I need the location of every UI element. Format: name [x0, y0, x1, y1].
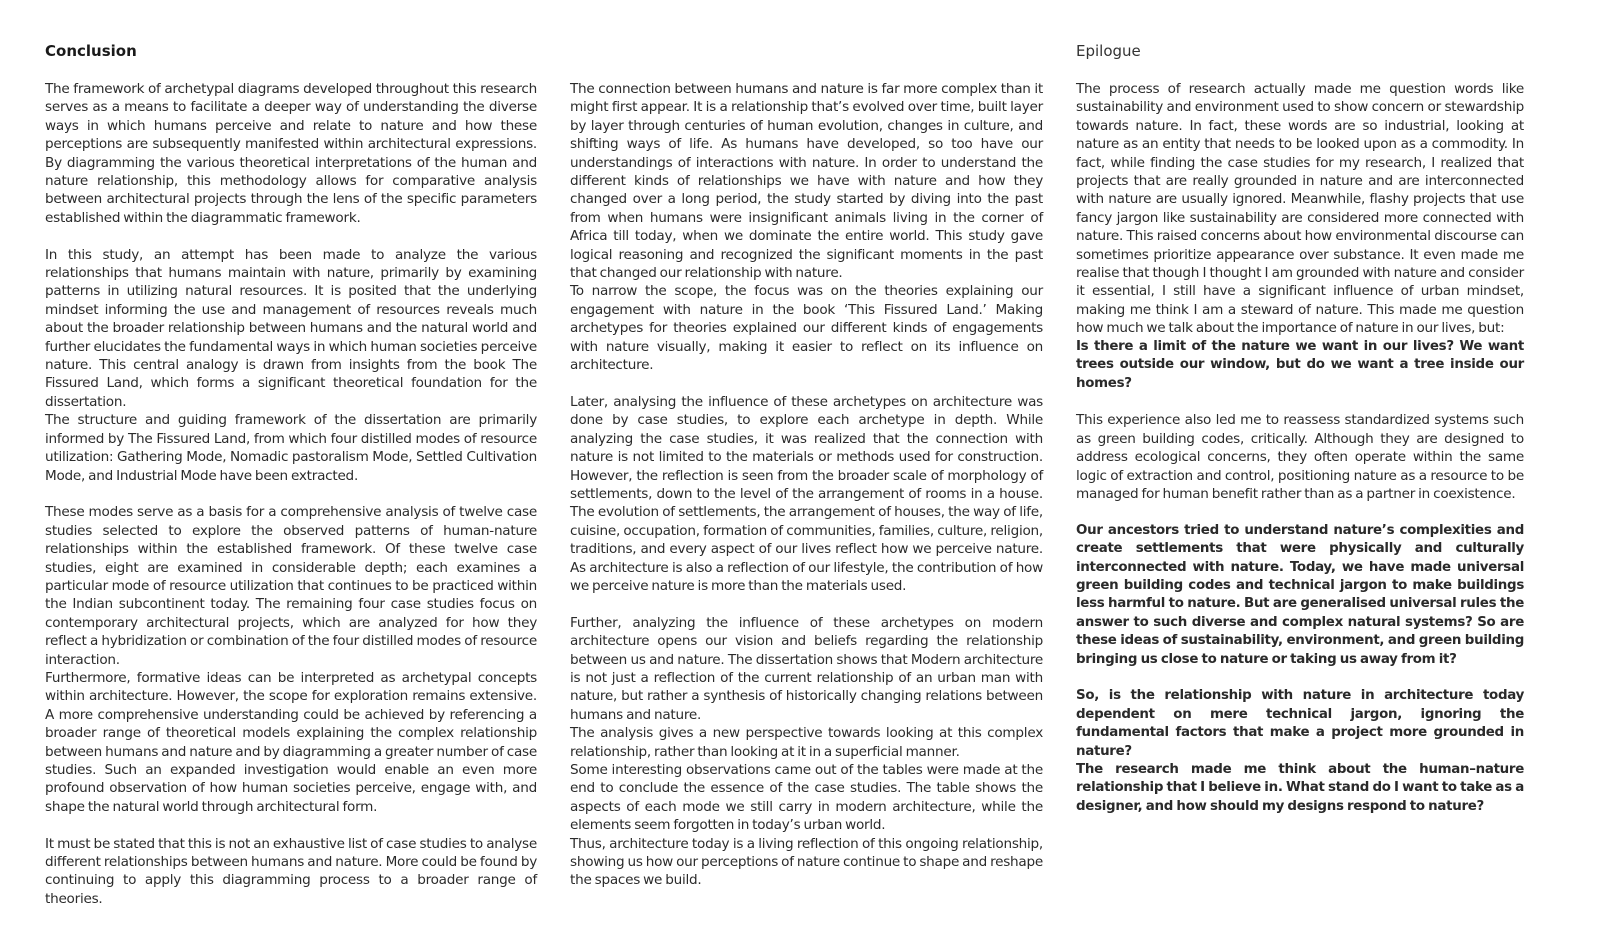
- conclusion-heading: Conclusion: [45, 42, 137, 60]
- epilogue-question: Is there a limit of the nature we want in our lives? We want trees outside our window, but do we want a tree inside our homes?: [1076, 338, 1524, 391]
- conclusion-paragraph: Furthermore, formative ideas can be interpreted as archetypal concepts within architecture. However, the scope for exploration remains extensive. A more comprehensive understanding could be achieved by referencing a broader range of theoretical models explaining the complex relationship between humans and nature and by diagramming a greater number of case studies. Such an expanded investigation would enable an even more profound observation of how human societies perceive, engage with, and shape the natural world through architectural form.: [45, 669, 537, 815]
- epilogue-question: The research made me think about the human–nature relationship that I believe in. What stand do I want to take as a designer, and how should my designs respond to nature?: [1076, 761, 1524, 814]
- body-paragraph: The connection between humans and nature is far more complex than it might first appear. It is a relationship that’s evolved over time, built layer by layer through centuries of human evolution, changes in culture, and shifting ways of life. As humans have developed, so too have our understandings of interactions with nature. In order to understand the different kinds of relationships we have with nature and how they changed over a long period, the study started by diving into the past from when humans were insignificant animals living in the corner of Africa till today, when we dominate the entire world. This study gave logical reasoning and recognized the significant moments in the past that changed our relationship with nature.: [570, 81, 1043, 282]
- epilogue-question: So, is the relationship with nature in architecture today dependent on mere technical jargon, ignoring the fundamental factors that make a project more grounded in nature?: [1076, 688, 1524, 759]
- body-paragraph: Further, analyzing the influence of these archetypes on modern architecture opens our vision and beliefs regarding the relationship between us and nature. The dissertation shows that Modern architecture is not just a reflection of the current relationship of an urban man with nature, but rather a synthesis of historically changing relations between humans and nature.: [570, 614, 1043, 723]
- body-paragraph: Some interesting observations came out of the tables were made at the end to conclude the essence of the case studies. The table shows the aspects of each mode we still carry in modern architecture, while the elements seem forgotten in today’s urban world.: [570, 762, 1043, 834]
- epilogue-question: Our ancestors tried to understand nature’s complexities and create settlements that were physically and culturally interconnected with nature. Today, we have made universal green building codes and technical jargon to make buildings less harmful to nature. But are generalised universal rules the answer to such diverse and complex natural systems? So are these ideas of sustainability, environment, and green building bringing us close to nature or taking us away from it?: [1076, 522, 1524, 667]
- epilogue-paragraph: The process of research actually made me question words like sustainability and environment used to show concern or stewardship towards nature. In fact, these words are so industrial, looking at nature as an entity that needs to be looked upon as a commodity. In fact, while finding the case studies for my research, I realized that projects that are really grounded in nature and are interconnected with nature are usually ignored. Meanwhile, flashy projects that use fancy jargon like sustainability are considered more connected with nature. This raised concerns about how environmental discourse can sometimes prioritize appearance over substance. It even made me realise that though I thought I am grounded with nature and consider it essential, I still have a significant influence of urban mindset, making me think I am a steward of nature. This made me question how much we talk about the importance of nature in our lives, but:: [1076, 81, 1524, 337]
- conclusion-paragraph: The structure and guiding framework of the dissertation are primarily informed by The Fissured Land, from which four distilled modes of resource utilization: Gathering Mode, Nomadic pastoralism Mode, Settled Cultivation Mode, and Industrial Mode have been extracted.: [45, 412, 537, 484]
- body-paragraph: Later, analysing the influence of these archetypes on architecture was done by case studies, to explore each archetype in depth. While analyzing the case studies, it was realized that the connection with nature is not limited to the materials or methods used for construction. However, the reflection is seen from the broader scale of morphology of settlements, down to the level of the arrangement of rooms in a house. The evolution of settlements, the arrangement of houses, the way of life, cuisine, occupation, formation of communities, families, culture, religion, traditions, and every aspect of our lives reflect how we perceive nature. As architecture is also a reflection of our lifestyle, the contribution of how we perceive nature is more than the materials used.: [570, 393, 1043, 594]
- epilogue-paragraph: This experience also led me to reassess standardized systems such as green building codes, critically. Although they are designed to address ecological concerns, they often operate within the same logic of extraction and control, positioning nature as a resource to be managed for human benefit rather than as a partner in coexistence.: [1076, 412, 1524, 502]
- body-paragraph: The analysis gives a new perspective towards looking at this complex relationship, rather than looking at it in a superficial manner.: [570, 725, 1043, 760]
- epilogue-heading: Epilogue: [1076, 42, 1141, 60]
- epilogue-column: [1076, 40, 1524, 816]
- conclusion-paragraph: These modes serve as a basis for a comprehensive analysis of twelve case studies selected to explore the observed patterns of human-nature relationships within the established framework. Of these twelve case studies, eight are examined in considerable depth; each examines a particular mode of resource utilization that continues to be practiced within the Indian subcontinent today. The remaining four case studies focus on contemporary architectural projects, which are analyzed for how they reflect a hybridization or combination of the four distilled modes of resource interaction.: [45, 504, 537, 668]
- conclusion-paragraph: The framework of archetypal diagrams developed throughout this research serves as a means to facilitate a deeper way of understanding the diverse ways in which humans perceive and relate to nature and how these perceptions are subsequently manifested within architectural expressions. By diagramming the various theoretical interpretations of the human and nature relationship, this methodology allows for comparative analysis between architectural projects through the lens of the specific parameters established within the diagrammatic framework.: [45, 81, 537, 226]
- body-paragraph: To narrow the scope, the focus was on the theories explaining our engagement with nature in the book ‘This Fissured Land.’ Making archetypes for theories explained our different kinds of engagements with nature visually, making it easier to reflect on its influence on architecture.: [570, 283, 1043, 374]
- conclusion-column: [45, 40, 537, 908]
- conclusion-paragraph: It must be stated that this is not an exhaustive list of case studies to analyse different relationships between humans and nature. More could be found by continuing to apply this diagramming process to a broader range of theories.: [45, 835, 537, 907]
- conclusion-paragraph: In this study, an attempt has been made to analyze the various relationships that humans maintain with nature, primarily by examining patterns in utilizing natural resources. It is posited that the underlying mindset informing the use and management of resources reveals much about the broader relationship between humans and the natural world and further elucidates the fundamental ways in which human societies perceive nature. This central analogy is drawn from insights from the book The Fissured Land, which forms a significant theoretical foundation for the dissertation.: [45, 246, 537, 410]
- body-paragraph: Thus, architecture today is a living reflection of this ongoing relationship, showing us how our perceptions of nature continue to shape and reshape the spaces we build.: [570, 835, 1043, 889]
- conclusion-continued-column: [570, 40, 1043, 890]
